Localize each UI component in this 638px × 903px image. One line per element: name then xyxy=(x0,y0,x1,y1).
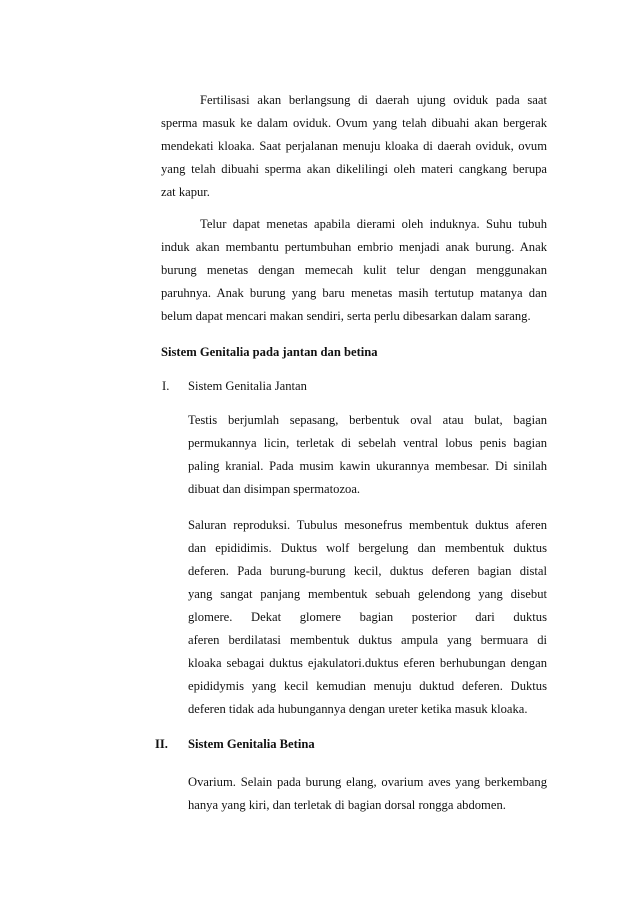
paragraph-line: glomere. Dekat glomere bagian posterior dari duktus xyxy=(188,610,547,624)
paragraph-line: burung menetas dengan memecah kulit telur dengan menggunakan xyxy=(161,263,547,277)
paragraph-line: Ovarium. Selain pada burung elang, ovarium aves yang berkembang xyxy=(188,775,547,789)
paragraph-line: deferen. Pada burung-burung kecil, duktus deferen bagian distal xyxy=(188,564,547,578)
paragraph-line: dan epididimis. Duktus wolf bergelung dan membentuk duktus xyxy=(188,541,547,555)
paragraph-line: epididymis yang kecil kemudian menuju duktud deferen. Duktus xyxy=(188,679,547,693)
paragraph-line: Testis berjumlah sepasang, berbentuk oval atau bulat, bagian xyxy=(188,413,547,427)
paragraph-line: sperma masuk ke dalam oviduk. Ovum yang telah dibuahi akan bergerak xyxy=(161,116,547,130)
paragraph-line: hanya yang kiri, dan terletak di bagian dorsal rongga abdomen. xyxy=(188,798,506,812)
paragraph-line: Saluran reproduksi. Tubulus mesonefrus membentuk duktus aferen xyxy=(188,518,547,532)
paragraph-line: kloaka sebagai duktus ejakulatori.duktus eferen berhubungan dengan xyxy=(188,656,547,670)
paragraph-line: paling kranial. Pada musim kawin ukurannya membesar. Di sinilah xyxy=(188,459,547,473)
section-number: II. xyxy=(155,737,168,751)
paragraph-line: induk akan membantu pertumbuhan embrio menjadi anak burung. Anak xyxy=(161,240,547,254)
paragraph-line: Fertilisasi akan berlangsung di daerah ujung oviduk pada saat xyxy=(200,93,547,107)
paragraph-line: belum dapat mencari makan sendiri, serta perlu dibesarkan dalam sarang. xyxy=(161,309,531,323)
paragraph-line: paruhnya. Anak burung yang baru menetas masih tertutup matanya dan xyxy=(161,286,547,300)
paragraph-line: Telur dapat menetas apabila dierami oleh induknya. Suhu tubuh xyxy=(200,217,547,231)
paragraph-line: zat kapur. xyxy=(161,185,210,199)
paragraph-line: yang sangat panjang membentuk sebuah gelendong yang disebut xyxy=(188,587,547,601)
paragraph-line: dibuat dan disimpan spermatozoa. xyxy=(188,482,361,496)
section-heading: Sistem Genitalia pada jantan dan betina xyxy=(161,345,378,359)
section-title: Sistem Genitalia Jantan xyxy=(188,379,307,393)
paragraph-line: yang telah dibuahi sperma akan dikelilingi oleh materi cangkang berupa xyxy=(161,162,547,176)
section-title: Sistem Genitalia Betina xyxy=(188,737,315,751)
paragraph-line: mendekati kloaka. Saat perjalanan menuju kloaka di daerah oviduk, ovum xyxy=(161,139,547,153)
paragraph-line: aferen berdilatasi membentuk duktus ampula yang bermuara di xyxy=(188,633,547,647)
section-number: I. xyxy=(162,379,170,393)
paragraph-line: permukannya licin, terletak di sebelah ventral lobus penis bagian xyxy=(188,436,547,450)
paragraph-line: deferen tidak ada hubungannya dengan ureter ketika masuk kloaka. xyxy=(188,702,528,716)
